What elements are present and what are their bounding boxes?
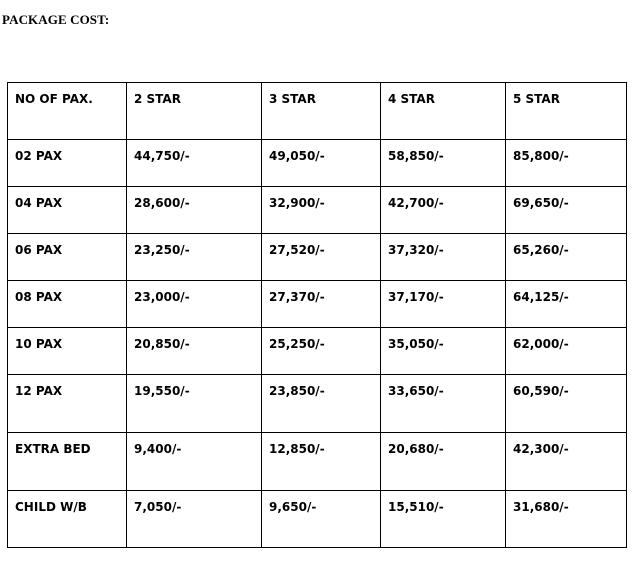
- row-label-cell: EXTRA BED: [8, 433, 127, 491]
- price-cell: 12,850/-: [262, 433, 381, 491]
- price-cell: 49,050/-: [262, 140, 381, 187]
- price-cell: 64,125/-: [506, 281, 627, 328]
- price-cell: 60,590/-: [506, 375, 627, 433]
- header-cell-pax: NO OF PAX.: [8, 83, 127, 140]
- price-cell: 28,600/-: [127, 187, 262, 234]
- price-cell: 85,800/-: [506, 140, 627, 187]
- price-cell: 42,700/-: [381, 187, 506, 234]
- section-heading: PACKAGE COST:: [2, 12, 110, 27]
- row-label-cell: 04 PAX: [8, 187, 127, 234]
- price-cell: 27,370/-: [262, 281, 381, 328]
- price-cell: 20,680/-: [381, 433, 506, 491]
- table-row: [8, 328, 627, 375]
- price-cell: 65,260/-: [506, 234, 627, 281]
- price-cell: 9,400/-: [127, 433, 262, 491]
- row-label-cell: 10 PAX: [8, 328, 127, 375]
- table-row: [8, 140, 627, 187]
- table-header-row: [8, 83, 627, 140]
- price-cell: 69,650/-: [506, 187, 627, 234]
- price-cell: 32,900/-: [262, 187, 381, 234]
- price-cell: 42,300/-: [506, 433, 627, 491]
- price-cell: 44,750/-: [127, 140, 262, 187]
- price-cell: 7,050/-: [127, 491, 262, 548]
- price-cell: 62,000/-: [506, 328, 627, 375]
- price-cell: 15,510/-: [381, 491, 506, 548]
- row-label-cell: 02 PAX: [8, 140, 127, 187]
- price-cell: 9,650/-: [262, 491, 381, 548]
- price-cell: 37,170/-: [381, 281, 506, 328]
- table-row: [8, 375, 627, 433]
- price-cell: 27,520/-: [262, 234, 381, 281]
- price-cell: 25,250/-: [262, 328, 381, 375]
- header-cell-4-star: 4 STAR: [381, 83, 506, 140]
- header-cell-2-star: 2 STAR: [127, 83, 262, 140]
- table-row: [8, 433, 627, 491]
- package-cost-table: [7, 82, 627, 548]
- row-label-cell: 12 PAX: [8, 375, 127, 433]
- price-cell: 23,250/-: [127, 234, 262, 281]
- price-cell: 23,850/-: [262, 375, 381, 433]
- table-row: [8, 281, 627, 328]
- price-cell: 58,850/-: [381, 140, 506, 187]
- price-cell: 23,000/-: [127, 281, 262, 328]
- table-row: [8, 491, 627, 548]
- header-cell-5-star: 5 STAR: [506, 83, 627, 140]
- price-cell: 19,550/-: [127, 375, 262, 433]
- header-cell-3-star: 3 STAR: [262, 83, 381, 140]
- price-cell: 33,650/-: [381, 375, 506, 433]
- row-label-cell: 08 PAX: [8, 281, 127, 328]
- price-cell: 20,850/-: [127, 328, 262, 375]
- row-label-cell: CHILD W/B: [8, 491, 127, 548]
- price-cell: 37,320/-: [381, 234, 506, 281]
- table-row: [8, 234, 627, 281]
- price-cell: 35,050/-: [381, 328, 506, 375]
- row-label-cell: 06 PAX: [8, 234, 127, 281]
- table-row: [8, 187, 627, 234]
- price-cell: 31,680/-: [506, 491, 627, 548]
